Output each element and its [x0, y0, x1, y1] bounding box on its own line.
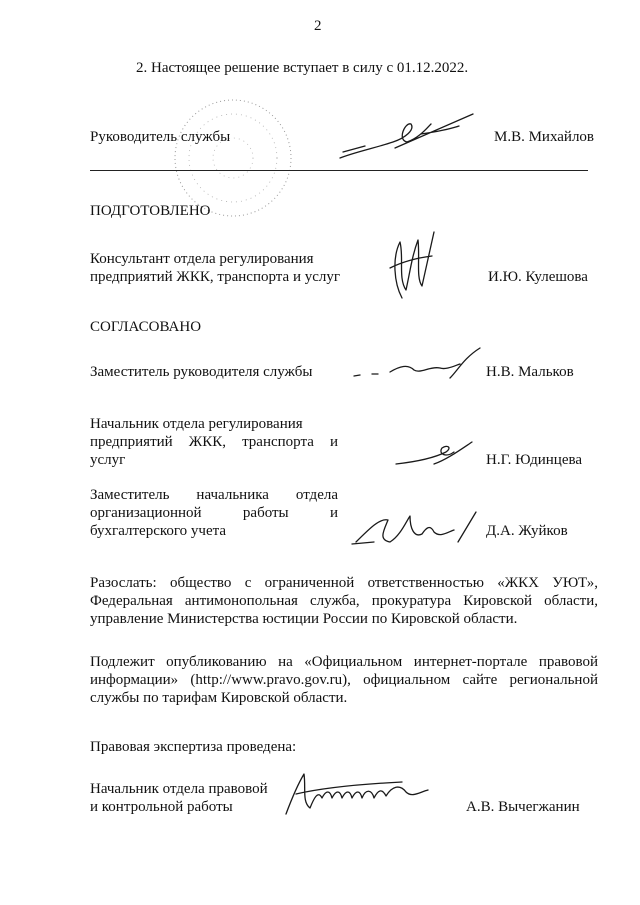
expertise-title-line1: Начальник отдела правовой: [90, 781, 268, 797]
prepared-name: И.Ю. Кулешова: [488, 269, 588, 285]
signer-2-title-line2: предприятий ЖКК, транспорта и: [90, 434, 338, 450]
expertise-statement: Правовая экспертиза проведена:: [90, 739, 297, 755]
expertise-signature: [282, 768, 432, 818]
distribution-line2: Федеральная антимонопольная служба, прокуратура Кировской области,: [90, 593, 598, 609]
publication-line2: информации» (http://www.pravo.gov.ru), официальном сайте региональной: [90, 672, 598, 688]
signer-1-title: Заместитель руководителя службы: [90, 364, 313, 380]
prepared-title-line1: Консультант отдела регулирования: [90, 251, 314, 267]
page-number: 2: [314, 18, 322, 34]
signer-2-title-line1: Начальник отдела регулирования: [90, 416, 303, 432]
agreed-heading: СОГЛАСОВАНО: [90, 319, 202, 335]
signer-3-name: Д.А. Жуйков: [486, 523, 568, 539]
signer-3-signature: [350, 508, 480, 548]
prepared-heading: ПОДГОТОВЛЕНО: [90, 203, 211, 219]
effective-date-clause: 2. Настоящее решение вступает в силу с 01.12.2022.: [136, 60, 469, 76]
head-signature: [335, 112, 475, 162]
signer-2-title-line3: услуг: [90, 452, 126, 468]
signer-3-title-line3: бухгалтерского учета: [90, 523, 227, 539]
head-title: Руководитель службы: [90, 129, 231, 145]
publication-line3: службы по тарифам Кировской области.: [90, 690, 348, 706]
prepared-signature: [382, 228, 442, 308]
prepared-title-line2: предприятий ЖКК, транспорта и услуг: [90, 269, 341, 285]
expertise-name: А.В. Вычегжанин: [466, 799, 580, 815]
publication-line1: Подлежит опубликованию на «Официальном интернет-портале правовой: [90, 654, 598, 670]
signer-1-name: Н.В. Мальков: [486, 364, 574, 380]
head-name: М.В. Михайлов: [494, 129, 595, 145]
signer-1-signature: [350, 346, 490, 386]
distribution-line1: Разослать: общество с ограниченной ответственностью «ЖКХ УЮТ»,: [90, 575, 598, 591]
signer-2-name: Н.Г. Юдинцева: [486, 452, 583, 468]
signer-2-signature: [394, 440, 474, 470]
divider-line: [90, 170, 588, 171]
expertise-title-line2: и контрольной работы: [90, 799, 233, 815]
signer-3-title-line1: Заместитель начальника отдела: [90, 487, 338, 503]
distribution-line3: управление Министерства юстиции России по Кировской области.: [90, 611, 518, 627]
signer-3-title-line2: организационной работы и: [90, 505, 338, 521]
